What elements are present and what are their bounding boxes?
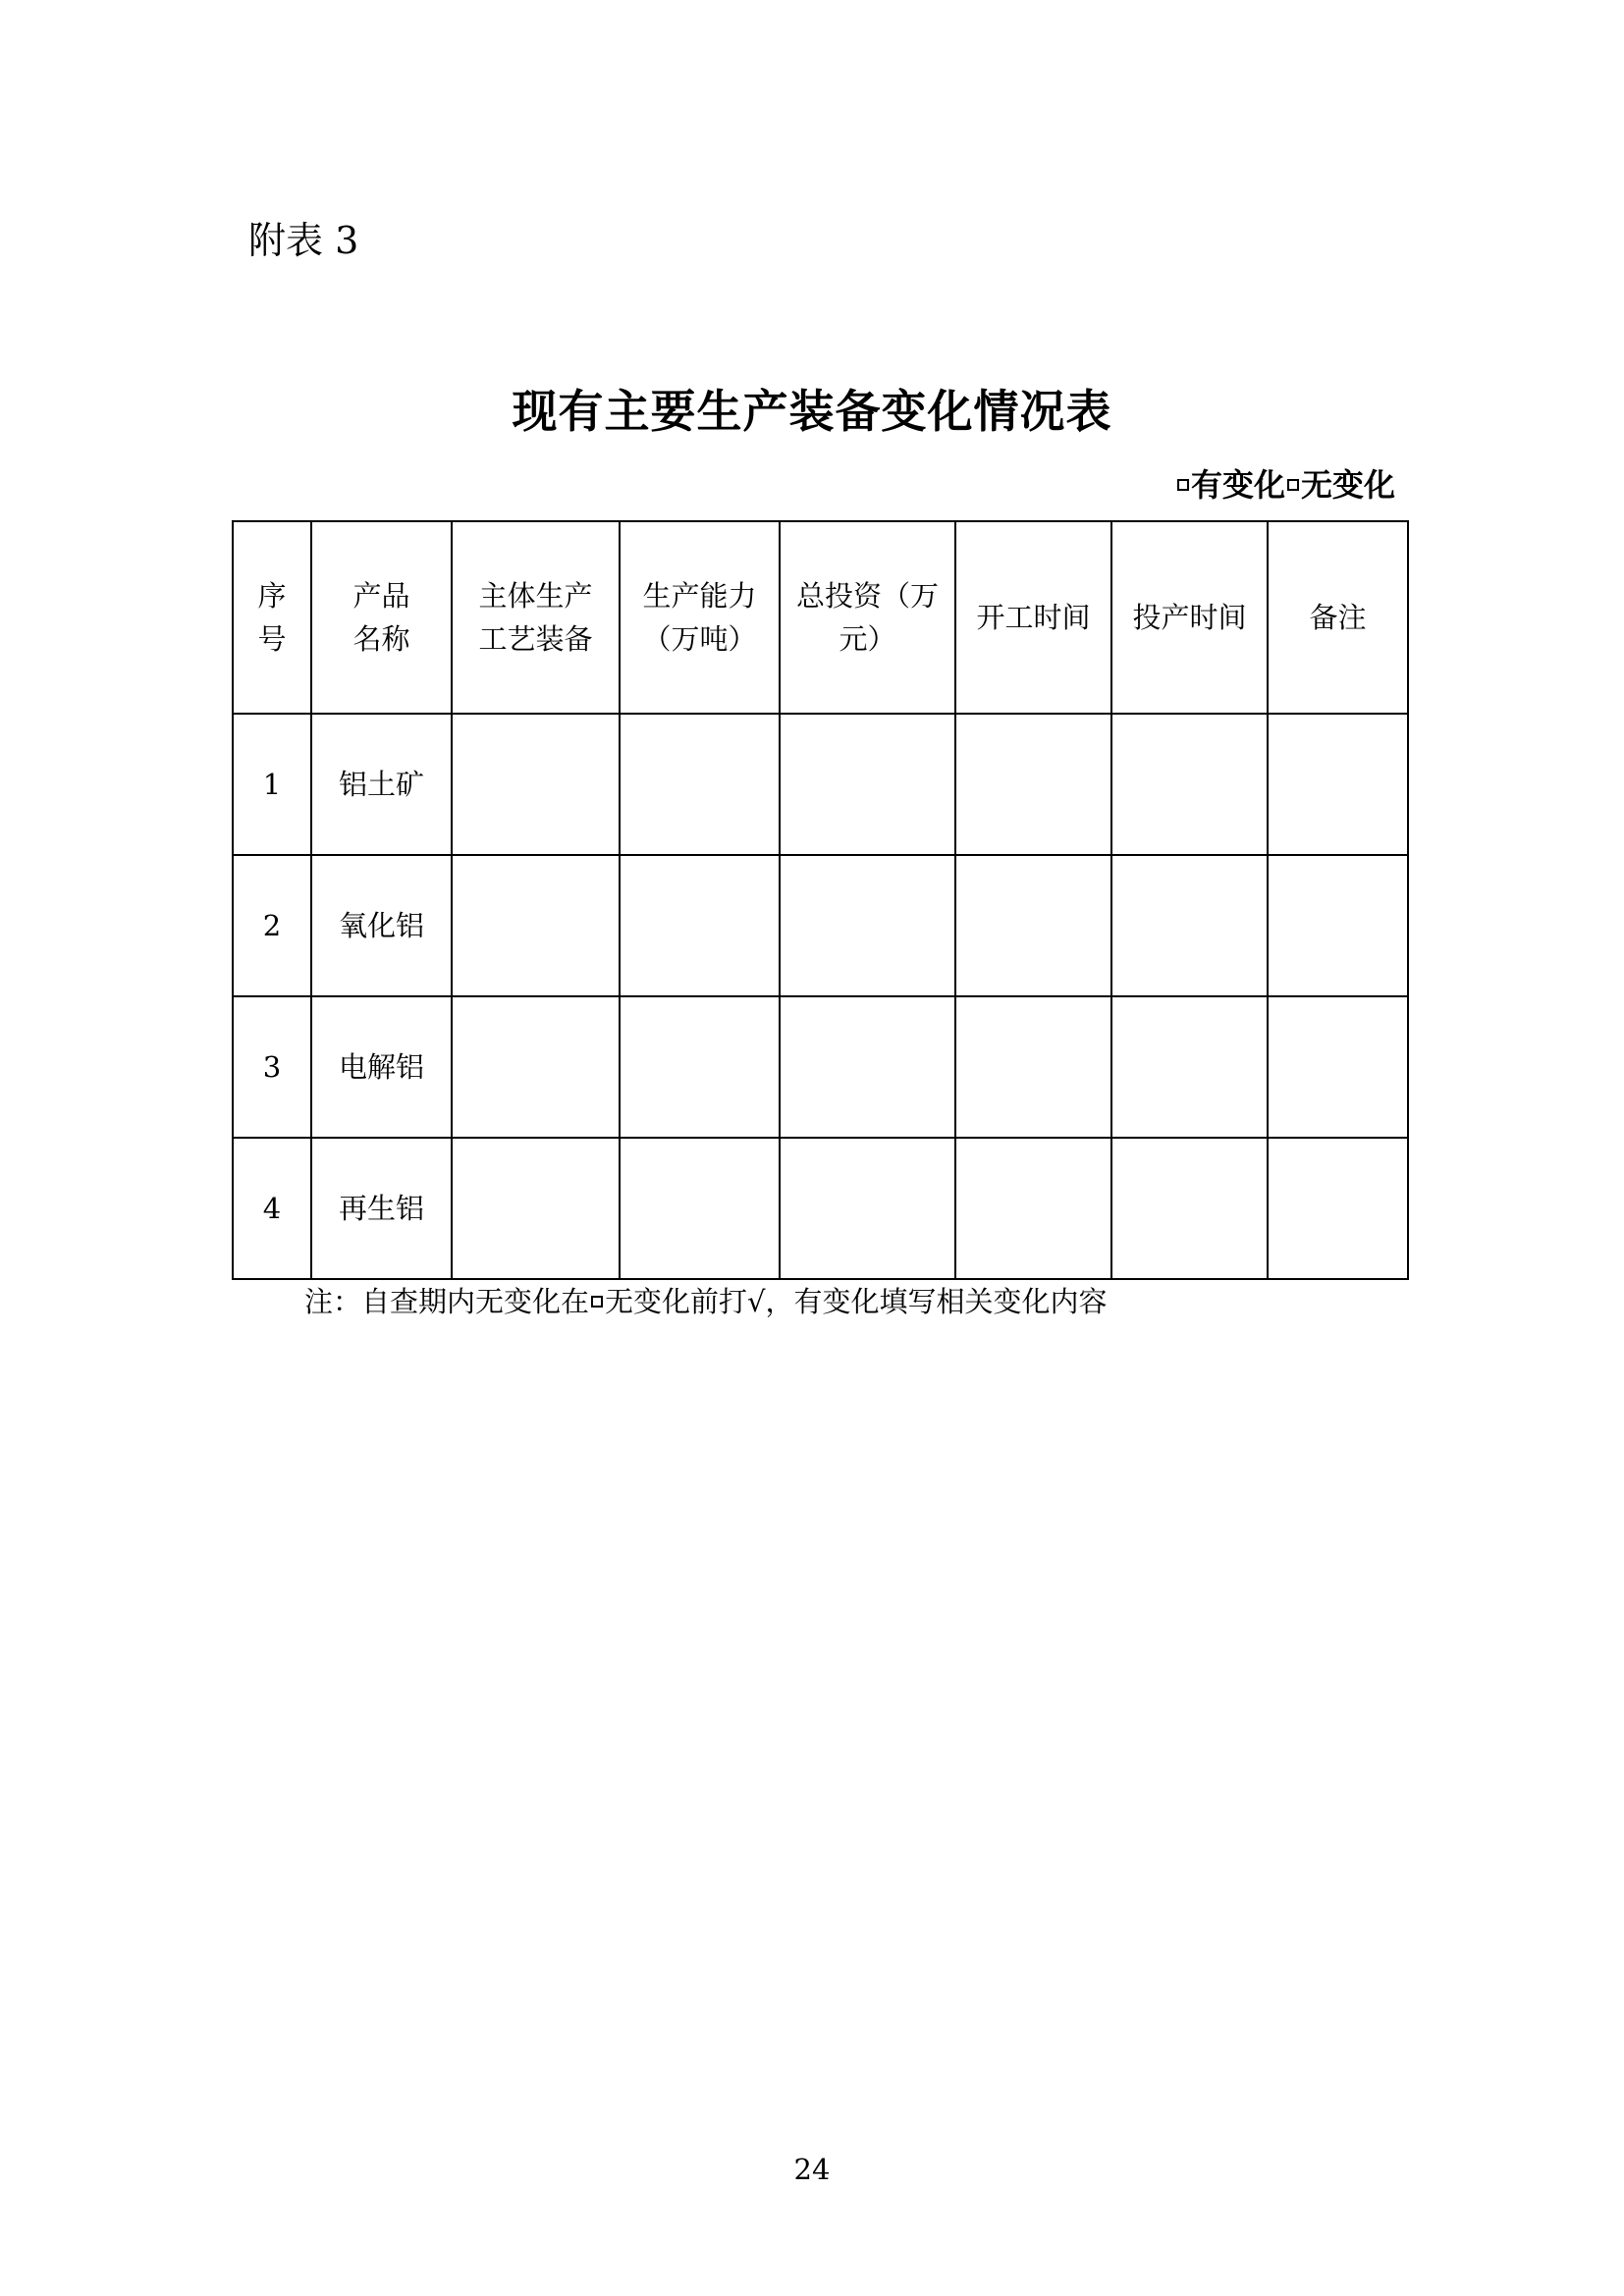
- table-header-row: [233, 521, 1408, 714]
- cell-capacity[interactable]: [620, 996, 780, 1138]
- row-index: 4: [233, 1138, 311, 1279]
- table-note: [304, 1282, 1108, 1321]
- cell-start-time[interactable]: [955, 1138, 1111, 1279]
- note-prefix: 注：自查期内无变化在: [304, 1285, 590, 1318]
- cell-start-time[interactable]: [955, 996, 1111, 1138]
- row-index: 2: [233, 855, 311, 996]
- table-row: [233, 855, 1408, 996]
- cell-process-equipment[interactable]: [452, 1138, 620, 1279]
- note-suffix: 无变化前打√，有变化填写相关变化内容: [605, 1285, 1108, 1318]
- cell-remarks[interactable]: [1268, 855, 1408, 996]
- cell-total-investment[interactable]: [780, 996, 955, 1138]
- cell-start-time[interactable]: [955, 714, 1111, 855]
- cell-start-time[interactable]: [955, 855, 1111, 996]
- change-options: [1175, 463, 1395, 507]
- document-title: 现有主要生产装备变化情况表: [512, 385, 1112, 438]
- checkbox-icon: [591, 1296, 603, 1308]
- table-row: [233, 996, 1408, 1138]
- row-index: 3: [233, 996, 311, 1138]
- unchanged-label: 无变化: [1300, 466, 1395, 504]
- page-label: 附表 3: [248, 219, 359, 262]
- row-product: 氧化铝: [311, 855, 452, 996]
- cell-process-equipment[interactable]: [452, 996, 620, 1138]
- changed-label: 有变化: [1190, 466, 1285, 504]
- cell-total-investment[interactable]: [780, 1138, 955, 1279]
- cell-total-investment[interactable]: [780, 714, 955, 855]
- table-row: [233, 1138, 1408, 1279]
- equipment-table: [232, 520, 1409, 1280]
- cell-capacity[interactable]: [620, 714, 780, 855]
- cell-process-equipment[interactable]: [452, 714, 620, 855]
- cell-capacity[interactable]: [620, 1138, 780, 1279]
- header-total-investment: 总投资（万 元）: [780, 521, 955, 714]
- header-process-equipment: 主体生产 工艺装备: [452, 521, 620, 714]
- cell-production-time[interactable]: [1111, 714, 1268, 855]
- row-product: 再生铝: [311, 1138, 452, 1279]
- cell-remarks[interactable]: [1268, 996, 1408, 1138]
- cell-production-time[interactable]: [1111, 855, 1268, 996]
- page-number: 24: [793, 2153, 831, 2186]
- row-product: 电解铝: [311, 996, 452, 1138]
- header-start-time: 开工时间: [955, 521, 1111, 714]
- row-product: 铝土矿: [311, 714, 452, 855]
- changed-checkbox[interactable]: [1177, 479, 1189, 491]
- cell-production-time[interactable]: [1111, 1138, 1268, 1279]
- header-capacity: 生产能力 （万吨）: [620, 521, 780, 714]
- row-index: 1: [233, 714, 311, 855]
- table-row: [233, 714, 1408, 855]
- cell-capacity[interactable]: [620, 855, 780, 996]
- header-index: 序 号: [233, 521, 311, 714]
- header-product-name: 产品 名称: [311, 521, 452, 714]
- header-remarks: 备注: [1268, 521, 1408, 714]
- unchanged-checkbox[interactable]: [1287, 479, 1299, 491]
- header-production-time: 投产时间: [1111, 521, 1268, 714]
- cell-process-equipment[interactable]: [452, 855, 620, 996]
- cell-remarks[interactable]: [1268, 714, 1408, 855]
- cell-remarks[interactable]: [1268, 1138, 1408, 1279]
- cell-production-time[interactable]: [1111, 996, 1268, 1138]
- cell-total-investment[interactable]: [780, 855, 955, 996]
